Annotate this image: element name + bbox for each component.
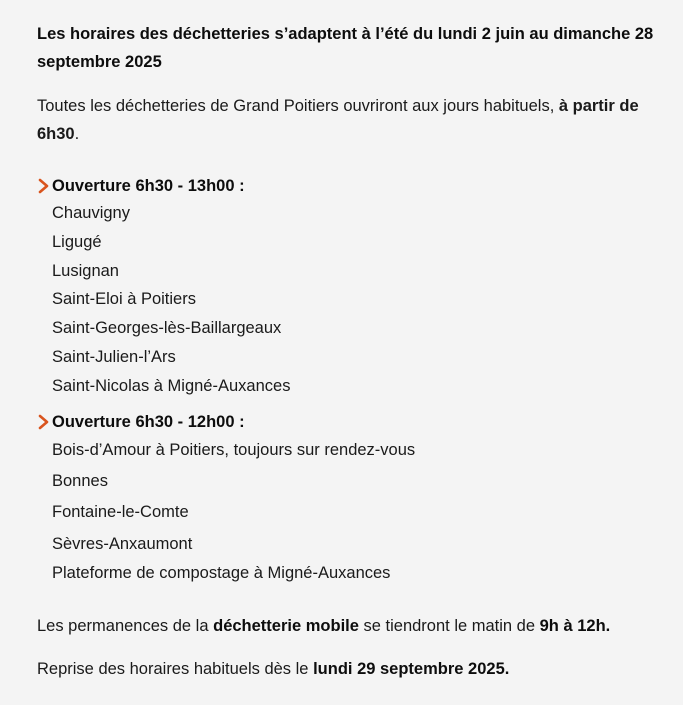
reprise-bold: lundi 29 septembre 2025.: [313, 660, 510, 678]
list-item: Sèvres-Anxaumont: [52, 535, 193, 553]
mobile-pre: Les permanences de la: [37, 617, 214, 635]
list-item: Ligugé: [52, 233, 102, 251]
page-title: Les horaires des déchetteries s’adaptent à l’été du lundi 2 juin au dimanche 28 septembre 2025: [37, 25, 654, 71]
list-item: Plateforme de compostage à Migné-Auxances: [52, 564, 391, 582]
section2-heading: [37, 411, 245, 433]
list-item: Bonnes: [52, 472, 108, 490]
reprise-pre: Reprise des horaires habituels dès le: [37, 660, 314, 678]
list-item: Bois-d’Amour à Poitiers, toujours sur rendez-vous: [52, 441, 416, 459]
intro-text: Toutes les déchetteries de Grand Poitiers ouvriront aux jours habituels,: [37, 97, 559, 115]
list-item: Saint-Nicolas à Migné-Auxances: [52, 377, 291, 395]
list-item: Chauvigny: [52, 204, 130, 222]
section1-heading-label: Ouverture 6h30 - 13h00 :: [52, 177, 245, 195]
chevron-right-icon: [37, 178, 51, 194]
list-item: Lusignan: [52, 262, 119, 280]
mobile-bold1: déchetterie mobile: [213, 617, 359, 635]
list-item: Fontaine-le-Comte: [52, 503, 189, 521]
intro-bold: à partir de 6h30: [37, 97, 639, 143]
mobile-bold2: 9h à 12h.: [539, 617, 611, 635]
mobile-mid: se tiendront le matin de: [358, 617, 540, 635]
chevron-right-icon: [37, 414, 51, 430]
intro-paragraph: [37, 92, 662, 148]
intro-end: .: [74, 125, 80, 143]
list-item: Saint-Eloi à Poitiers: [52, 290, 196, 308]
section1-heading: [37, 175, 245, 197]
list-item: Saint-Julien-l’Ars: [52, 348, 176, 366]
reprise-paragraph: [37, 658, 667, 680]
mobile-paragraph: [37, 615, 667, 637]
section2-heading-label: Ouverture 6h30 - 12h00 :: [52, 413, 245, 431]
list-item: Saint-Georges-lès-Baillargeaux: [52, 319, 282, 337]
